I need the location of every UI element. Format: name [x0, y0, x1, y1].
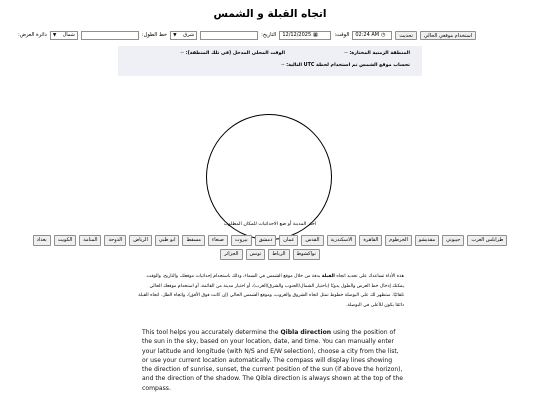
longitude-input[interactable]	[200, 31, 258, 40]
city-button-damascus[interactable]: دمشق	[255, 235, 277, 246]
longitude-hemisphere-select[interactable]: ▼ شرق	[170, 31, 197, 40]
city-button-rabat[interactable]: الرباط	[268, 249, 289, 260]
city-buttons	[22, 235, 518, 260]
local-time-row: الوقت المحلي المدخل (في تلك المنطقة): --	[180, 51, 285, 56]
city-button-muscat[interactable]: مسقط	[182, 235, 204, 246]
timezone-row: المنطقة الزمنية المختارة: --	[344, 51, 410, 56]
page-title: اتجاه القبلة و الشمس	[213, 8, 327, 20]
controls-row	[18, 28, 522, 42]
latitude-hemisphere-select[interactable]: ▼ شمال	[50, 31, 78, 40]
time-input[interactable]: 02:24 AM ◷	[352, 31, 392, 40]
longitude-label: خط الطول:	[141, 32, 168, 38]
city-button-sanaa[interactable]: صنعاء	[208, 235, 228, 246]
latitude-label: دائرة العرض:	[18, 32, 47, 38]
city-button-beirut[interactable]: بيروت	[231, 235, 252, 246]
sun-utc-row: تحساب موقع الشمس تم استخدام لحظة UTC التالية: --	[281, 63, 410, 68]
latitude-input[interactable]	[81, 31, 139, 40]
chevron-down-icon: ▼	[52, 32, 57, 38]
choose-city-prompt: اختر المدينة أو ضع الاحداثيات للمكان المطلوب	[223, 222, 317, 227]
city-button-riyadh[interactable]: الرياض	[129, 235, 152, 246]
city-button-nouakchott[interactable]: نواكشوط	[293, 249, 320, 260]
city-button-kuwait[interactable]: الكويت	[54, 235, 77, 246]
chevron-down-icon: ▼	[173, 32, 177, 38]
clock-icon[interactable]: ◷	[381, 31, 386, 38]
city-button-algiers[interactable]: الجزائر	[220, 249, 242, 260]
city-button-khartoum[interactable]: الخرطوم	[385, 235, 412, 246]
update-button[interactable]: تحديث	[395, 31, 417, 40]
city-button-djibouti[interactable]: جيبوتي	[442, 235, 464, 246]
city-button-tripoli[interactable]: طرابلس الغرب	[467, 235, 507, 246]
english-description: This tool helps you accurately determine the Qibla direction using the position of the sun in the sky, based on your location, date, and time. You can manually enter your latitude and longitude (with N/S and E/W selection), choose a city from the list, or use your current location automatically. The compass will display lines showing the direction of sunrise, sunset, the current position of the sun (if above the horizon), and the direction of the shadow. The Qibla direction is always shown at the top of the compass.	[142, 329, 403, 392]
city-button-cairo[interactable]: القاهرة	[359, 235, 382, 246]
arabic-description: هذه الأداة تساعدك على تحديد اتجاه القبلة بدقة من خلال موقع الشمس في السماء، وذلك باستخدام إحداثيات موقعك، والتاريخ، والوقت. يمكنك إدخال خط العرض والطول يدويًا (باختيار الشمال/الجنوب والشرق/الغرب)، أو اختيار مدينة من القائمة، أو استخدام موقعك الحالي تلقائيًا. ستظهر لك على البوصلة خطوط تمثل اتجاه الشروق والغروب، وموقع الشمس الحالي (إن كانت فوق الأفق)، واتجاه الظل. اتجاه القبلة دائمًا يكون للأعلى في البوصلة.	[138, 274, 404, 308]
city-button-mogadishu[interactable]: مقديشو	[415, 235, 439, 246]
qibla-keyword: Qibla direction	[280, 329, 332, 336]
use-my-location-button[interactable]: استخدام موقعي الحالي	[420, 31, 476, 40]
city-button-baghdad[interactable]: بغداد	[33, 235, 51, 246]
time-label: الوقت:	[334, 32, 350, 38]
city-button-tunis[interactable]: تونس	[246, 249, 266, 260]
calendar-icon[interactable]: ▦	[313, 31, 318, 38]
info-panel	[118, 46, 422, 76]
city-button-jerusalem[interactable]: القدس	[301, 235, 323, 246]
date-input[interactable]: 12/12/2025 ▦	[279, 31, 331, 40]
city-button-alexandria[interactable]: الاسكندرية	[327, 235, 357, 246]
city-button-doha[interactable]: الدوحة	[104, 235, 126, 246]
date-label: التاريخ:	[261, 32, 277, 38]
city-button-amman[interactable]: عمان	[279, 235, 298, 246]
qibla-keyword-ar: القبلة	[321, 274, 335, 279]
city-button-manama[interactable]: المنامة	[79, 235, 101, 246]
city-button-abu-dhabi[interactable]: ابو ظبي	[155, 235, 180, 246]
